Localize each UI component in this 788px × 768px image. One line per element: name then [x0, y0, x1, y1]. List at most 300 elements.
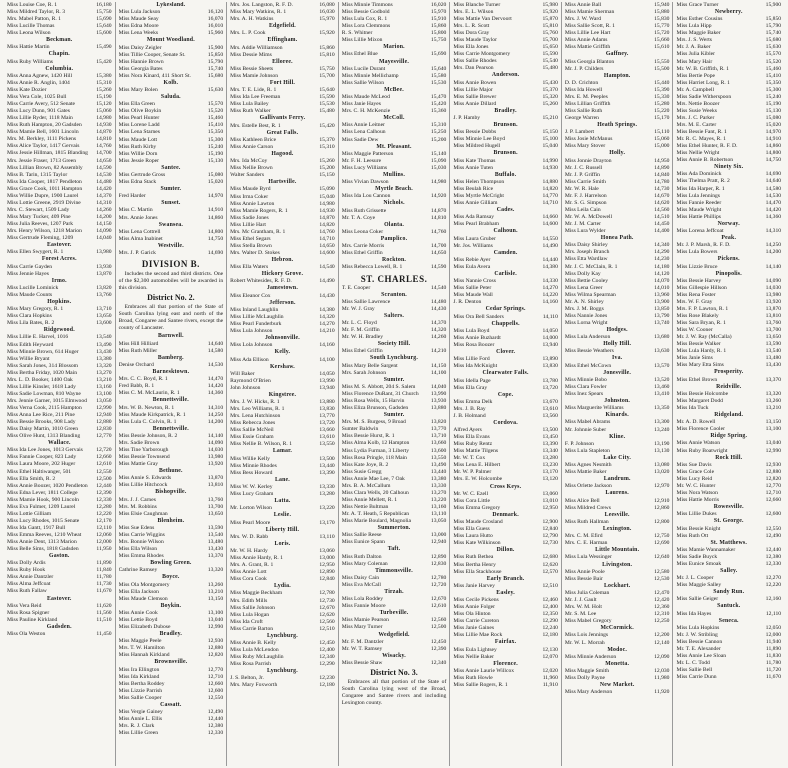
candidate-name: Mr. J. W. Ray (McCalla)	[676, 334, 732, 341]
candidate-name: Miss Lula Anderson	[564, 334, 611, 341]
candidate-name: Miss Ruth Fallaw	[7, 588, 47, 595]
vote-count: 13,870	[96, 270, 112, 277]
candidate-name: Mrs. W. B. Newton, R. 1	[118, 404, 175, 411]
candidate-entry	[565, 576, 670, 583]
candidate-name: Miss Lula Bowers	[676, 249, 718, 256]
vote-count: 15,580	[430, 72, 447, 79]
candidate-name: Miss Leona Wilson	[7, 30, 51, 37]
place-heading: Olanta.	[384, 221, 404, 228]
place-heading: Timmonsville.	[375, 567, 413, 574]
candidate-entry	[342, 229, 447, 236]
candidate-name: Mrs. T. E. Lide, R. 1	[230, 87, 277, 94]
candidate-entry	[342, 433, 447, 440]
division-heading: ST. CHARLES.	[360, 273, 428, 284]
candidate-entry	[230, 661, 335, 668]
candidate-entry	[676, 320, 781, 327]
candidate-entry	[7, 560, 112, 567]
candidate-name: Miss Ethel Segars	[230, 235, 271, 242]
vote-count: 14,920	[430, 193, 447, 200]
candidate-entry	[453, 356, 558, 363]
candidate-name: Miss Eunice Spann	[341, 539, 385, 546]
candidate-entry	[453, 51, 558, 58]
vote-count: 15,680	[207, 72, 224, 79]
candidate-name: Miss Bertha Henry	[453, 561, 496, 568]
candidate-name: Miss Ida Howell	[564, 86, 603, 93]
candidate-name: Miss Pearl Funderburk	[230, 320, 282, 327]
vote-count: 14,370	[430, 320, 447, 327]
candidate-name: Miss Vivian Dawson	[341, 179, 389, 186]
candidate-name: Miss Susie Weeks	[676, 107, 717, 114]
vote-count: 15,970	[319, 16, 335, 23]
vote-count: 14,310	[96, 199, 112, 206]
vote-count: 12,130	[542, 646, 558, 653]
candidate-entry	[119, 23, 224, 30]
vote-count: 12,610	[96, 461, 112, 468]
candidate-entry	[453, 618, 558, 625]
candidate-name: Miss Daisy Zeigler	[118, 44, 162, 51]
vote-count: 13,870	[765, 305, 782, 312]
vote-count: 15,360	[430, 108, 447, 115]
vote-count: 12,560	[319, 618, 335, 625]
vote-count: 12,820	[207, 652, 224, 659]
vote-count: 12,620	[319, 611, 335, 618]
candidate-entry	[119, 16, 224, 23]
candidate-name: Miss Bessie Godbold	[341, 9, 390, 16]
candidate-entry	[676, 292, 781, 299]
candidate-name: Miss Gillespie Hillson	[676, 284, 727, 291]
vote-count: 13,760	[96, 291, 112, 298]
vote-count: 14,560	[654, 206, 670, 213]
candidate-entry	[342, 603, 447, 610]
candidate-entry	[453, 469, 558, 476]
vote-count: 12,400	[319, 647, 335, 654]
place-heading: St. George.	[713, 518, 744, 525]
candidate-name: Miss Kate Joye, R. 2	[341, 461, 389, 468]
candidate-name: Miss Ella Jackson	[118, 588, 159, 595]
candidate-name: Miss Mary Tucker, 409 Pine	[7, 213, 71, 220]
candidate-name: Miss Vera Cole, 1025 Bull	[7, 94, 67, 101]
candidate-entry	[342, 462, 447, 469]
vote-count: 15,550	[654, 58, 670, 65]
place-heading: Laurens.	[605, 490, 629, 497]
candidate-name: Miss Ethel Blue	[341, 51, 378, 58]
candidate-name: Miss Mattie Van Dervoort	[453, 16, 512, 23]
candidate-entry	[676, 646, 781, 653]
candidate-name: Miss Fannie Reeder	[676, 199, 722, 206]
candidate-entry	[342, 639, 447, 646]
candidate-name: Miss Willie Dupre, 1900 Laurel	[7, 192, 79, 199]
candidate-entry	[7, 518, 112, 525]
candidate-entry	[453, 413, 558, 420]
candidate-entry	[342, 51, 447, 58]
vote-count: 13,940	[542, 341, 558, 348]
vote-count: 12,090	[654, 653, 670, 660]
candidate-entry	[453, 491, 558, 498]
candidate-name: Miss Bessie Harvey	[676, 277, 722, 284]
vote-count: 12,140	[654, 639, 670, 646]
candidate-name: Miss Sallie Wilson	[341, 79, 384, 86]
candidate-name: Miss Mary Watkins, R. 1	[230, 9, 287, 16]
candidate-entry	[342, 617, 447, 624]
vote-count: 14,490	[319, 278, 335, 285]
candidate-entry	[7, 433, 112, 440]
vote-count: 15,170	[654, 115, 670, 122]
candidate-name: Miss Bertie Pope	[676, 72, 716, 79]
place-heading: Florence.	[493, 660, 518, 667]
vote-count: 14,750	[765, 157, 782, 164]
candidate-entry	[453, 335, 558, 342]
candidate-entry	[230, 30, 335, 37]
vote-count: 12,440	[96, 482, 112, 489]
candidate-entry	[342, 483, 447, 490]
vote-count: 14,770	[542, 193, 558, 200]
vote-count: 14,600	[542, 221, 558, 228]
candidate-name: Miss Kate Dozier	[7, 87, 47, 94]
vote-count: 15,260	[96, 87, 112, 94]
candidate-name: Mrs. Jennie Garner, 1015 Elmwood	[7, 397, 87, 404]
candidate-entry	[119, 433, 224, 440]
candidate-entry	[7, 59, 112, 66]
vote-count: 11,560	[96, 609, 112, 616]
place-heading: Fairfax.	[494, 639, 517, 646]
candidate-name: Miss Belle Sims, 1818 Gadsden	[7, 546, 79, 553]
candidate-name: Miss Sallie Rhodes	[453, 58, 497, 65]
candidate-entry	[230, 562, 335, 569]
vote-count: 13,210	[96, 376, 112, 383]
vote-count: 15,310	[96, 79, 112, 86]
vote-count: 12,550	[765, 525, 782, 532]
candidate-name: Miss Sallie Peter	[453, 285, 492, 292]
vote-count: 13,450	[542, 434, 558, 441]
candidate-name: Miss Lillie McLaughlin	[230, 313, 284, 320]
candidate-entry	[453, 115, 558, 122]
candidate-name: Miss Sallie Lawrence	[341, 298, 391, 305]
candidate-entry	[453, 101, 558, 108]
candidate-entry	[342, 561, 447, 568]
vote-count: 14,640	[207, 340, 224, 347]
candidate-entry	[453, 264, 558, 271]
candidate-entry	[7, 207, 112, 214]
candidate-name: Miss Annie Cook	[118, 609, 158, 616]
vote-count: 14,810	[96, 136, 112, 143]
place-heading: Gaffney.	[605, 51, 629, 58]
place-heading: Westville.	[157, 242, 184, 249]
place-heading: Salley.	[720, 567, 738, 574]
district-description: Includes the second and third districts. One of the $2,300 automobiles will be awarded in this division.	[118, 271, 224, 292]
vote-count: 14,980	[319, 200, 335, 207]
vote-count: 12,070	[542, 653, 558, 660]
candidate-entry	[119, 638, 224, 645]
vote-count: 13,820	[96, 284, 112, 291]
candidate-name: Mrs. J. C. Parker	[676, 114, 715, 121]
vote-count: 14,070	[654, 277, 670, 284]
place-heading: Pickens.	[717, 256, 740, 263]
candidate-entry	[230, 229, 335, 236]
candidate-entry	[565, 186, 670, 193]
candidate-entry	[676, 611, 781, 618]
place-heading: Mt. Pleasant.	[376, 143, 412, 150]
vote-count: 15,430	[542, 79, 558, 86]
candidate-name: Miss Minnie Timmons	[341, 2, 393, 8]
place-heading: Bennettsville.	[152, 397, 189, 404]
candidate-entry	[676, 405, 781, 412]
vote-count: 15,470	[430, 94, 447, 101]
candidate-entry	[565, 462, 670, 469]
candidate-name: Miss Idella Page	[453, 377, 491, 384]
candidate-entry	[453, 668, 558, 675]
place-heading: Kingstree.	[268, 391, 297, 398]
candidate-name: Miss Gertrude Fleming, 1209	[7, 235, 74, 242]
candidate-name: Miss Mary Belle Sargent	[341, 362, 398, 369]
candidate-name: Mrs. J. B. Ray	[453, 405, 486, 412]
vote-count: 12,490	[207, 709, 224, 716]
candidate-name: Mrs. W. M. Holt	[564, 604, 602, 611]
vote-count: 13,320	[207, 567, 224, 574]
candidate-entry	[119, 172, 224, 179]
candidate-name: Miss Emma Delk	[453, 398, 493, 405]
vote-count: 13,080	[654, 462, 670, 469]
candidate-entry	[565, 214, 670, 221]
candidate-name: Miss Alice Bell	[564, 497, 600, 504]
place-heading: Turbeville.	[379, 610, 409, 617]
candidate-entry	[7, 617, 112, 624]
candidate-name: Mrs. Mabel Patton, R. 1	[7, 16, 61, 23]
vote-count: 11,950	[96, 546, 112, 553]
candidate-entry	[230, 406, 335, 413]
candidate-name: Miss Annie Leitner	[341, 122, 385, 129]
vote-count: 14,050	[319, 370, 335, 377]
candidate-entry	[676, 51, 781, 58]
candidate-name: Miss Maude Lott	[118, 136, 158, 143]
candidate-name: Miss Eleanor Cox	[230, 292, 271, 299]
candidate-name: Mrs. Annie Jones	[118, 214, 158, 221]
candidate-name: Miss Nellie Baker	[453, 653, 495, 660]
candidate-entry	[119, 236, 224, 243]
candidate-name: Miss Sarah Jones, 314 Blossom	[7, 362, 79, 369]
place-heading: Barnesktown.	[152, 368, 190, 375]
candidate-entry	[7, 23, 112, 30]
candidate-name: Miss Dolly Ardis	[7, 560, 46, 567]
candidate-entry	[230, 108, 335, 115]
candidate-entry	[119, 122, 224, 129]
candidate-name: Miss Edna Stack	[118, 178, 157, 185]
vote-count: 12,660	[207, 680, 224, 687]
candidate-name: Miss Ruth Hallman	[564, 518, 609, 525]
candidate-entry	[119, 695, 224, 702]
vote-count: 13,000	[430, 532, 447, 539]
candidate-name: Miss Lorene Ladd	[118, 122, 160, 129]
vote-count: 14,840	[654, 171, 670, 178]
candidate-name: Miss Maude Wright	[676, 206, 722, 213]
vote-count: 13,540	[765, 348, 782, 355]
candidate-name: Mr. W. H. Hardy	[230, 548, 268, 555]
candidate-name: Miss Annie Watson	[676, 440, 721, 447]
candidate-name: J. R. Denton	[453, 299, 482, 306]
vote-count: 13,340	[542, 448, 558, 455]
vote-count: 13,480	[765, 355, 782, 362]
candidate-entry	[342, 348, 447, 355]
vote-count: 12,390	[96, 489, 112, 496]
vote-count: 15,700	[319, 72, 335, 79]
candidate-entry	[676, 490, 781, 497]
vote-count: 14,260	[430, 334, 447, 341]
place-heading: Wisacky.	[382, 652, 406, 659]
vote-count: 15,530	[319, 101, 335, 108]
candidate-entry	[453, 363, 558, 370]
candidate-entry	[7, 454, 112, 461]
candidate-name: Miss M. S. Abbott, 204 S. Salem	[341, 383, 416, 390]
candidate-entry	[230, 194, 335, 201]
candidate-name: Miss Ella Jones	[453, 44, 489, 51]
vote-count: 13,780	[542, 377, 558, 384]
vote-count: 12,770	[765, 482, 782, 489]
vote-count: 12,950	[319, 562, 335, 569]
place-heading: Landrum.	[603, 476, 631, 483]
vote-count: 13,830	[542, 363, 558, 370]
candidate-entry	[342, 101, 447, 108]
candidate-name: Mrs. Lena Hutchinson	[230, 413, 281, 420]
candidate-name: Miss Annie B. Robertson	[676, 157, 734, 164]
candidate-name: Miss Grace Turner	[676, 2, 719, 8]
vote-count: 13,430	[765, 362, 782, 369]
vote-count: 14,310	[765, 227, 782, 234]
candidate-name: Miss Annie S. Edwards	[118, 475, 172, 482]
candidate-name: Miss Lila Bates, R. 2	[7, 320, 55, 327]
candidate-entry	[565, 348, 670, 355]
candidate-name: Mr. W. L. Morrah	[564, 639, 605, 646]
candidate-entry	[342, 518, 447, 525]
vote-count: 12,890	[430, 553, 447, 560]
candidate-entry	[119, 546, 224, 553]
vote-count: 13,650	[96, 313, 112, 320]
vote-count: 15,480	[319, 108, 335, 115]
candidate-entry	[7, 483, 112, 490]
candidate-name: Miss Tillie Cooper, Senate St.	[118, 51, 186, 58]
vote-count: 15,880	[654, 9, 670, 16]
candidate-entry	[7, 228, 112, 235]
candidate-name: Miss Mamie Sherman	[564, 9, 615, 16]
candidate-name: Mr. T. E. Alexander	[676, 646, 721, 653]
vote-count: 13,110	[319, 533, 335, 540]
candidate-entry	[565, 618, 670, 625]
candidate-entry	[676, 341, 781, 348]
candidate-entry	[565, 30, 670, 37]
vote-count: 15,260	[542, 100, 558, 107]
candidate-name: Miss Leona Coker	[341, 228, 384, 235]
candidate-name: Miss Annie Dillard	[453, 100, 497, 107]
vote-count: 12,550	[96, 468, 112, 475]
vote-count: 15,870	[542, 16, 558, 23]
vote-count: 12,490	[765, 532, 782, 539]
candidate-name: Miss Mattie Tilgens	[453, 448, 499, 455]
candidate-entry	[453, 2, 558, 9]
candidate-name: Miss Lena Starnes	[118, 129, 160, 136]
candidate-name: Miss Ida Gantt, 1917 Bull	[7, 524, 66, 531]
candidate-entry	[453, 597, 558, 604]
candidate-name: Miss Annie Lee Sloan	[676, 653, 727, 660]
vote-count: 11,890	[96, 560, 112, 567]
candidate-entry	[453, 314, 558, 321]
candidate-name: Miss Cora Little	[453, 497, 490, 504]
vote-count: 13,630	[654, 348, 670, 355]
candidate-entry	[676, 299, 781, 306]
candidate-entry	[676, 483, 781, 490]
candidate-entry	[342, 554, 447, 561]
candidate-name: Miss Bessie Weathers	[564, 348, 614, 355]
candidate-name: Miss Rosa Parrish	[230, 661, 271, 668]
vote-count: 15,570	[207, 101, 224, 108]
place-heading: Johnston.	[604, 398, 631, 405]
candidate-name: Mrs. C. Stewart, 1509 Lady	[7, 206, 70, 213]
candidate-name: Miss Alma Jeffcoat	[7, 581, 51, 588]
candidate-entry	[453, 434, 558, 441]
candidate-name: Miss Minnie Bobo	[564, 376, 607, 383]
candidate-name: Miss Annie R. Anglin, 1404	[7, 79, 70, 86]
candidate-name: Miss Pearl Moore	[230, 519, 271, 526]
candidate-name: Miss Tine Yarborough	[118, 446, 169, 453]
candidate-name: Miss Irma Coker	[230, 193, 269, 200]
vote-count: 15,150	[319, 172, 335, 179]
candidate-name: Miss Anna Lee Rice, 211 Pine	[7, 411, 75, 418]
vote-count: 13,060	[542, 490, 558, 497]
vote-count: 13,210	[207, 588, 224, 595]
vote-count: 14,100	[319, 356, 335, 363]
vote-count: 14,140	[765, 263, 782, 270]
place-heading: Hebron.	[271, 256, 294, 263]
candidate-entry	[119, 151, 224, 158]
candidate-entry	[565, 193, 670, 200]
place-heading: Beckman.	[46, 37, 73, 44]
candidate-name: Miss Mary Coleman	[341, 560, 388, 567]
candidate-entry	[676, 150, 781, 157]
candidate-name: Miss Ida Harper, R. 1	[676, 185, 725, 192]
vote-count: 14,810	[430, 214, 447, 221]
place-heading: Rock Hill.	[715, 454, 743, 461]
place-heading: Blenheim.	[157, 517, 185, 524]
vote-count: 15,750	[96, 9, 112, 16]
candidate-entry	[453, 37, 558, 44]
candidate-name: Miss Minnie Mellichamp	[341, 72, 399, 79]
vote-count: 14,760	[96, 143, 112, 150]
candidate-entry	[7, 115, 112, 122]
candidate-name: Miss Lillie Ford	[453, 356, 490, 363]
vote-count: 12,170	[96, 517, 112, 524]
vote-count: 15,740	[765, 30, 782, 37]
candidate-entry	[676, 214, 781, 221]
place-heading: Newberry.	[714, 9, 743, 16]
vote-count: 14,210	[430, 348, 447, 355]
vote-count: 16,080	[319, 2, 335, 8]
candidate-entry	[342, 208, 447, 215]
candidate-name: Miss Hannah Kirkland	[118, 652, 170, 659]
vote-count: 15,680	[765, 37, 782, 44]
vote-count: 14,040	[430, 383, 447, 390]
candidate-entry	[7, 16, 112, 23]
candidate-name: Mr. W. P. Palmer	[453, 469, 492, 476]
candidate-entry	[565, 221, 670, 228]
vote-count: 14,380	[542, 263, 558, 270]
candidate-name: Mrs. L. R. Scott	[453, 23, 490, 30]
candidate-name: Miss Willie Kelly	[230, 455, 270, 462]
place-heading: Wallace.	[47, 440, 71, 447]
place-heading: Lane.	[274, 476, 290, 483]
place-heading: Prosperity.	[714, 369, 744, 376]
candidate-name: Miss Ella Green	[118, 101, 155, 108]
candidate-name: Miss Annie Lawton	[230, 200, 275, 207]
vote-count: 13,100	[96, 390, 112, 397]
vote-count: 11,910	[542, 681, 558, 688]
candidate-name: Miss Maude Kirkpatrick, R. 1	[118, 411, 186, 418]
